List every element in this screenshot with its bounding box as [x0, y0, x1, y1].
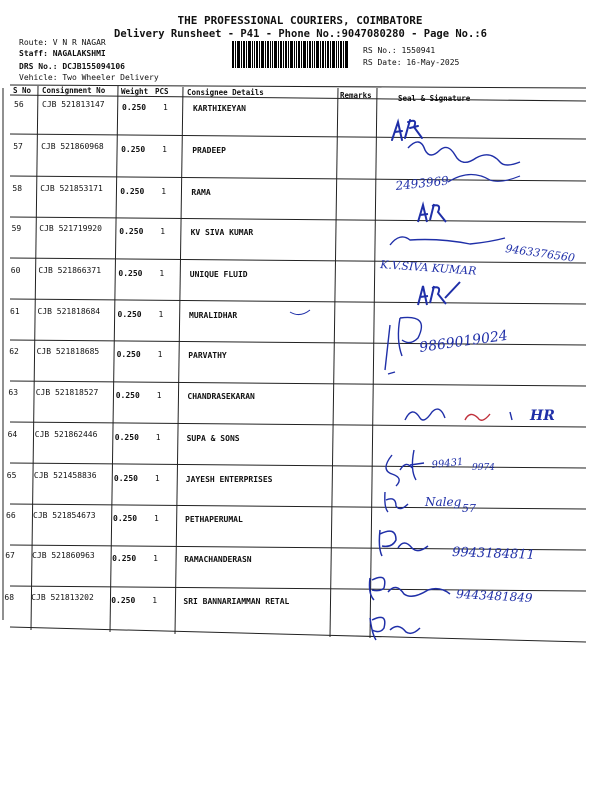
row-weight: 0.250	[114, 433, 139, 442]
row-consignee: RAMA	[191, 188, 211, 197]
row-weight: 0.250	[117, 310, 142, 319]
row-consignment-no: CJB 521854673	[33, 511, 96, 520]
signature-row-62	[290, 310, 421, 374]
col-remarks: Remarks	[340, 91, 372, 100]
row-weight: 0.250	[116, 350, 141, 359]
row-sno: 56	[14, 100, 24, 109]
company-title: THE PROFESSIONAL COURIERS, COIMBATORE	[177, 14, 423, 27]
scribble-row-58	[448, 174, 520, 182]
staff-label: Staff: NAGALAKSHMI	[19, 49, 106, 58]
phone-row-58: 2493969	[394, 173, 450, 193]
phone-row-68: 9443481849	[455, 587, 533, 605]
row-consignment-no: CJB 521719920	[39, 224, 102, 233]
row-pcs: 1	[157, 350, 163, 359]
row-consignee: KV SIVA KUMAR	[190, 228, 254, 237]
row-consignment-no: CJB 521860968	[41, 142, 104, 151]
row-pcs: 1	[156, 391, 162, 400]
drs-number: DRS No.: DCJB155094106	[19, 62, 125, 71]
name-row-59: K.V.SIVA KUMAR	[379, 258, 477, 278]
signature-row-66	[385, 492, 408, 512]
row-sno: 62	[9, 347, 19, 356]
row-pcs: 1	[160, 227, 166, 236]
row-pcs: 1	[152, 596, 158, 605]
row-weight: 0.250	[118, 269, 143, 278]
row-consignee: SRI BANNARIAMMAN RETAL	[183, 597, 290, 606]
row-weight: 0.250	[121, 145, 146, 154]
row-consignee: MURALIDHAR	[189, 311, 238, 320]
row-weight: 0.250	[113, 514, 138, 523]
row-sno: 63	[8, 388, 19, 397]
vehicle-label: Vehicle: Two Wheeler Delivery	[19, 73, 159, 82]
row-consignment-no: CJB 521458836	[33, 471, 97, 480]
row-consignee: RAMACHANDERASN	[184, 555, 252, 564]
row-consignee: JAYESH ENTERPRISES	[185, 475, 273, 484]
row-pcs: 1	[162, 145, 167, 154]
signature-row-67	[379, 530, 428, 556]
row-sno: 67	[5, 551, 15, 560]
row-consignee: PRADEEP	[192, 146, 226, 155]
row-pcs: 1	[158, 310, 164, 319]
row-consignment-no: CJB 521853171	[40, 184, 103, 193]
row-sno: 61	[10, 307, 20, 316]
signature-row-59	[390, 204, 505, 245]
note-row-66b: 57	[462, 502, 476, 515]
phone-row-62: 9869019024	[418, 327, 509, 356]
row-pcs: 1	[153, 554, 158, 563]
col-sno: S No	[13, 86, 32, 95]
signature-row-56	[392, 120, 422, 140]
signature-row-68	[370, 577, 451, 640]
row-consignment-no: CJB 521818685	[36, 347, 100, 356]
row-pcs: 1	[163, 103, 168, 112]
col-pcs: PCS	[155, 87, 169, 96]
row-sno: 60	[10, 266, 21, 275]
row-consignment-no: CJB 521813147	[42, 100, 105, 109]
row-weight: 0.250	[119, 227, 144, 236]
row-sno: 64	[7, 430, 18, 439]
rs-number: RS No.: 1550941	[363, 46, 436, 55]
row-consignee: UNIQUE FLUID	[189, 270, 248, 279]
row-consignee: SUPA & SONS	[186, 434, 240, 443]
row-pcs: 1	[154, 514, 159, 523]
row-consignment-no: CJB 521813202	[31, 593, 94, 602]
row-sno: 66	[6, 511, 16, 520]
rs-date: RS Date: 16-May-2025	[363, 58, 460, 67]
row-weight: 0.250	[122, 103, 147, 112]
row-sno: 65	[6, 471, 17, 480]
hr-row-64: HR	[530, 408, 555, 424]
row-sno: 58	[12, 184, 23, 193]
phone-row-65a: 99431	[431, 456, 464, 471]
row-sno: 59	[11, 224, 22, 233]
row-pcs: 1	[155, 433, 161, 442]
col-consignment: Consignment No	[42, 86, 106, 95]
row-weight: 0.250	[120, 187, 145, 196]
row-sno: 57	[13, 142, 23, 151]
col-weight: Weight	[121, 87, 149, 96]
row-pcs: 1	[161, 187, 167, 196]
row-sno: 68	[4, 593, 15, 602]
row-weight: 0.250	[113, 474, 138, 483]
row-pcs: 1	[154, 474, 160, 483]
row-pcs: 1	[159, 269, 165, 278]
row-consignee: KARTHIKEYAN	[193, 104, 246, 113]
row-consignee: PETHAPERUMAL	[185, 515, 243, 524]
signature-row-57	[408, 142, 520, 165]
row-weight: 0.250	[115, 391, 140, 400]
note-row-66: Naleg	[425, 495, 462, 509]
col-consignee: Consignee Details	[187, 88, 264, 97]
row-consignment-no: CJB 521818684	[37, 307, 101, 316]
row-consignee: CHANDRASEKARAN	[187, 392, 255, 401]
phone-row-67: 9943184811	[451, 545, 536, 563]
col-seal: Seal & Signature	[398, 94, 471, 103]
runsheet-subtitle: Delivery Runsheet - P41 - Phone No.:9047080280 - Page No.:6	[114, 28, 487, 40]
row-consignment-no: CJB 521862446	[34, 430, 98, 439]
signature-row-65	[386, 450, 424, 486]
signature-row-64	[405, 409, 512, 420]
row-consignment-no: CJB 521818527	[35, 388, 99, 397]
row-consignment-no: CJB 521866371	[38, 266, 102, 275]
row-weight: 0.250	[111, 596, 136, 605]
row-consignee: PARVATHY	[188, 351, 227, 360]
row-consignment-no: CJB 521860963	[32, 551, 95, 560]
route-label: Route: V N R NAGAR	[19, 38, 106, 47]
phone-row-65b: 9974	[472, 463, 495, 473]
signature-row-60	[418, 282, 460, 305]
phone-row-59: 9463376560	[504, 242, 576, 265]
row-weight: 0.250	[112, 554, 137, 563]
